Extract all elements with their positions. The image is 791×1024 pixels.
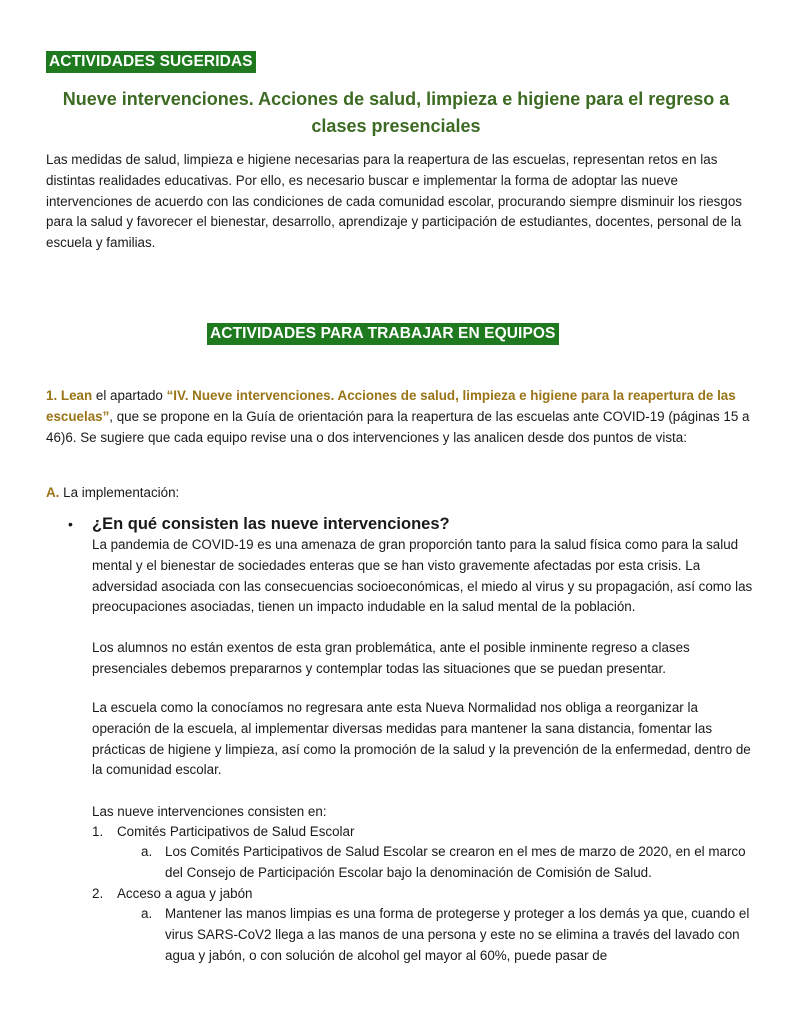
- point-a-letter: A.: [46, 485, 60, 500]
- list-number-2: 2.: [92, 886, 104, 901]
- step-1-paragraph: [46, 386, 758, 448]
- step-1-label: 1. Lean: [46, 388, 93, 403]
- bullet-heading: ¿En qué consisten las nueve intervenciones?: [92, 515, 450, 533]
- point-a-text: La implementación:: [59, 485, 180, 500]
- step-1-rest: , que se propone en la Guía de orientación para la reapertura de las escuelas ante COVID-19 (páginas 15 a 46)6. Se sugiere que cada equipo revise una o dos intervenciones y las analicen desde dos puntos de vista:: [46, 408, 750, 445]
- point-a-paragraph: [46, 483, 758, 504]
- bullet-paragraph-2: Los alumnos no están exentos de esta gran problemática, ante el posible inminente regreso a clases presenciales debemos prepararnos y contemplar todas las situaciones que se puedan presentar.: [92, 640, 690, 676]
- list-item-1-sub-letter: a.: [141, 844, 153, 859]
- step-1-mid: el apartado: [92, 388, 167, 403]
- section-highlight-suggested-activities: ACTIVIDADES SUGERIDAS: [46, 51, 256, 73]
- step-1-quote: “IV. Nueve intervenciones. Acciones de salud, limpieza e higiene para la reapertura de las escuelas”: [46, 388, 736, 424]
- list-item-2-label: Acceso a agua y jabón: [117, 886, 253, 901]
- list-item-1-label: Comités Participativos de Salud Escolar: [117, 824, 355, 839]
- intro-paragraph: Las medidas de salud, limpieza e higiene necesarias para la reapertura de las escuelas, representan retos en las distintas realidades educativas. Por ello, es necesario buscar e implementar la forma de adoptar las nueve intervenciones de acuerdo con las condiciones de cada comunidad escolar, procurando siempre disminuir los riesgos para la salud y favorecer el bienestar, desarrollo, aprendizaje y participación de estudiantes, docentes, personal de la escuela y familias.: [46, 152, 742, 251]
- list-item-1-sub-text: Los Comités Participativos de Salud Escolar se crearon en el mes de marzo de 2020, en el marco del Consejo de Participación Escolar bajo la denominación de Comisión de Salud.: [165, 844, 746, 880]
- bullet-paragraph-3: La escuela como la conocíamos no regresara ante esta Nueva Normalidad nos obliga a reorganizar la operación de la escuela, al implementar diversas medidas para mantener la sana distancia, fomentar las prácticas de higiene y limpieza, así como la promoción de la salud y la prevención de la enfermedad, dentro de la comunidad escolar.: [92, 700, 751, 778]
- bullet-dot-icon: •: [68, 516, 73, 532]
- section-highlight-team-activities: ACTIVIDADES PARA TRABAJAR EN EQUIPOS: [207, 323, 559, 345]
- list-item-2-sub-letter: a.: [141, 906, 153, 921]
- document-title: Nueve intervenciones. Acciones de salud, limpieza e higiene para el regreso a clases presenciales: [62, 89, 730, 136]
- list-intro: Las nueve intervenciones consisten en:: [92, 804, 327, 819]
- list-number-1: 1.: [92, 824, 104, 839]
- bullet-paragraph-1: La pandemia de COVID-19 es una amenaza de gran proporción tanto para la salud física como para la salud mental y el bienestar de sociedades enteras que se han visto gravemente afectadas por esta crisis. La adversidad asociada con las consecuencias socioeconómicas, el miedo al virus y su propagación, así como las preocupaciones asociadas, tienen un impacto indudable en la salud mental de la población.: [92, 537, 753, 615]
- list-item-2-sub-text: Mantener las manos limpias es una forma de protegerse y proteger a los demás ya que, cuando el virus SARS-CoV2 llega a las manos de una persona y este no se elimina a través del lavado con agua y jabón, o con solución de alcohol gel mayor al 60%, puede pasar de: [165, 906, 750, 963]
